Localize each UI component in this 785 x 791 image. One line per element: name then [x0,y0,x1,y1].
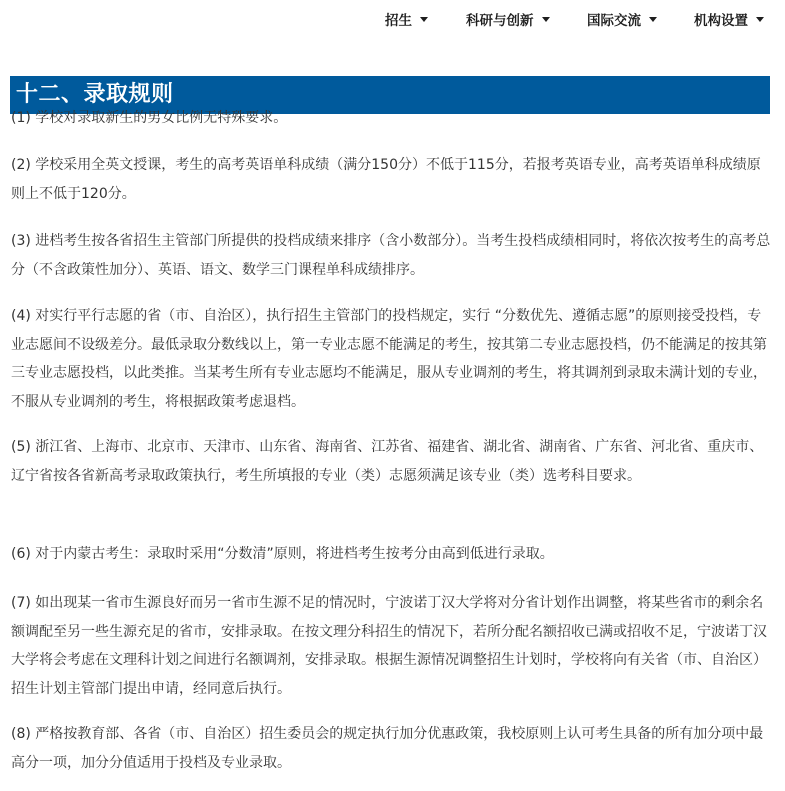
nav-admissions[interactable] [385,9,428,29]
rule-paragraph-1: (1) 学校对录取新生的男女比例无特殊要求。 [11,110,288,126]
rule-paragraph-5: (5) 浙江省、上海市、北京市、天津市、山东省、海南省、江苏省、福建省、湖北省、湖南省、广东省、河北省、重庆市、辽宁省按各省新高考录取政策执行，考生所填报的专业（类）志愿须满足该专业（类）选考科目要求。 [11,439,764,484]
nav-organization[interactable] [694,9,764,29]
nav-international-exchange-label: 国际交流 [587,13,641,29]
section-title: 十二、录取规则 [10,76,770,114]
rule-paragraph-4: (4) 对实行平行志愿的省（市、自治区），执行招生主管部门的投档规定，实行 “分数优先、遵循志愿”的原则接受投档，专业志愿间不设级差分。最低录取分数线以上，第一专业志愿不能满足的考生，按其第二专业志愿投档，仍不能满足的按其第三专业志愿投档，以此类推。当某考生所有专业志愿均不能满足，服从专业调剂的考生，将其调剂到录取未满计划的专业，不服从专业调剂的考生，将根据政策考虑退档。 [11,308,767,410]
nav-international-exchange[interactable] [587,9,657,29]
top-navigation [0,0,785,40]
nav-admissions-label: 招生 [385,13,412,29]
chevron-down-icon [649,17,657,22]
chevron-down-icon [756,17,764,22]
rule-paragraph-2: (2) 学校采用全英文授课，考生的高考英语单科成绩（满分150分）不低于115分，若报考英语专业，高考英语单科成绩原则上不低于120分。 [11,157,761,202]
nav-research-innovation-label: 科研与创新 [466,13,534,29]
rule-paragraph-6: (6) 对于内蒙古考生：录取时采用“分数清”原则，将进档考生按考分由高到低进行录取。 [11,546,554,562]
chevron-down-icon [420,17,428,22]
rule-paragraph-7: (7) 如出现某一省市生源良好而另一省市生源不足的情况时，宁波诺丁汉大学将对分省计划作出调整，将某些省市的剩余名额调配至另一些生源充足的省市，安排录取。在按文理分科招生的情况下，若所分配名额招收已满或招收不足，宁波诺丁汉大学将会考虑在文理科计划之间进行名额调剂，安排录取。根据生源情况调整招生计划时，学校将向有关省（市、自治区）招生计划主管部门提出申请，经同意后执行。 [11,595,767,697]
rule-paragraph-8: (8) 严格按教育部、各省（市、自治区）招生委员会的规定执行加分优惠政策，我校原则上认可考生具备的所有加分项中最高分一项，加分分值适用于投档及专业录取。 [11,726,764,771]
rule-paragraph-3: (3) 进档考生按各省招生主管部门所提供的投档成绩来排序（含小数部分）。当考生投档成绩相同时，将依次按考生的高考总分（不含政策性加分）、英语、语文、数学三门课程单科成绩排序。 [11,233,771,278]
nav-research-innovation[interactable] [466,9,550,29]
nav-organization-label: 机构设置 [694,13,748,29]
chevron-down-icon [542,17,550,22]
